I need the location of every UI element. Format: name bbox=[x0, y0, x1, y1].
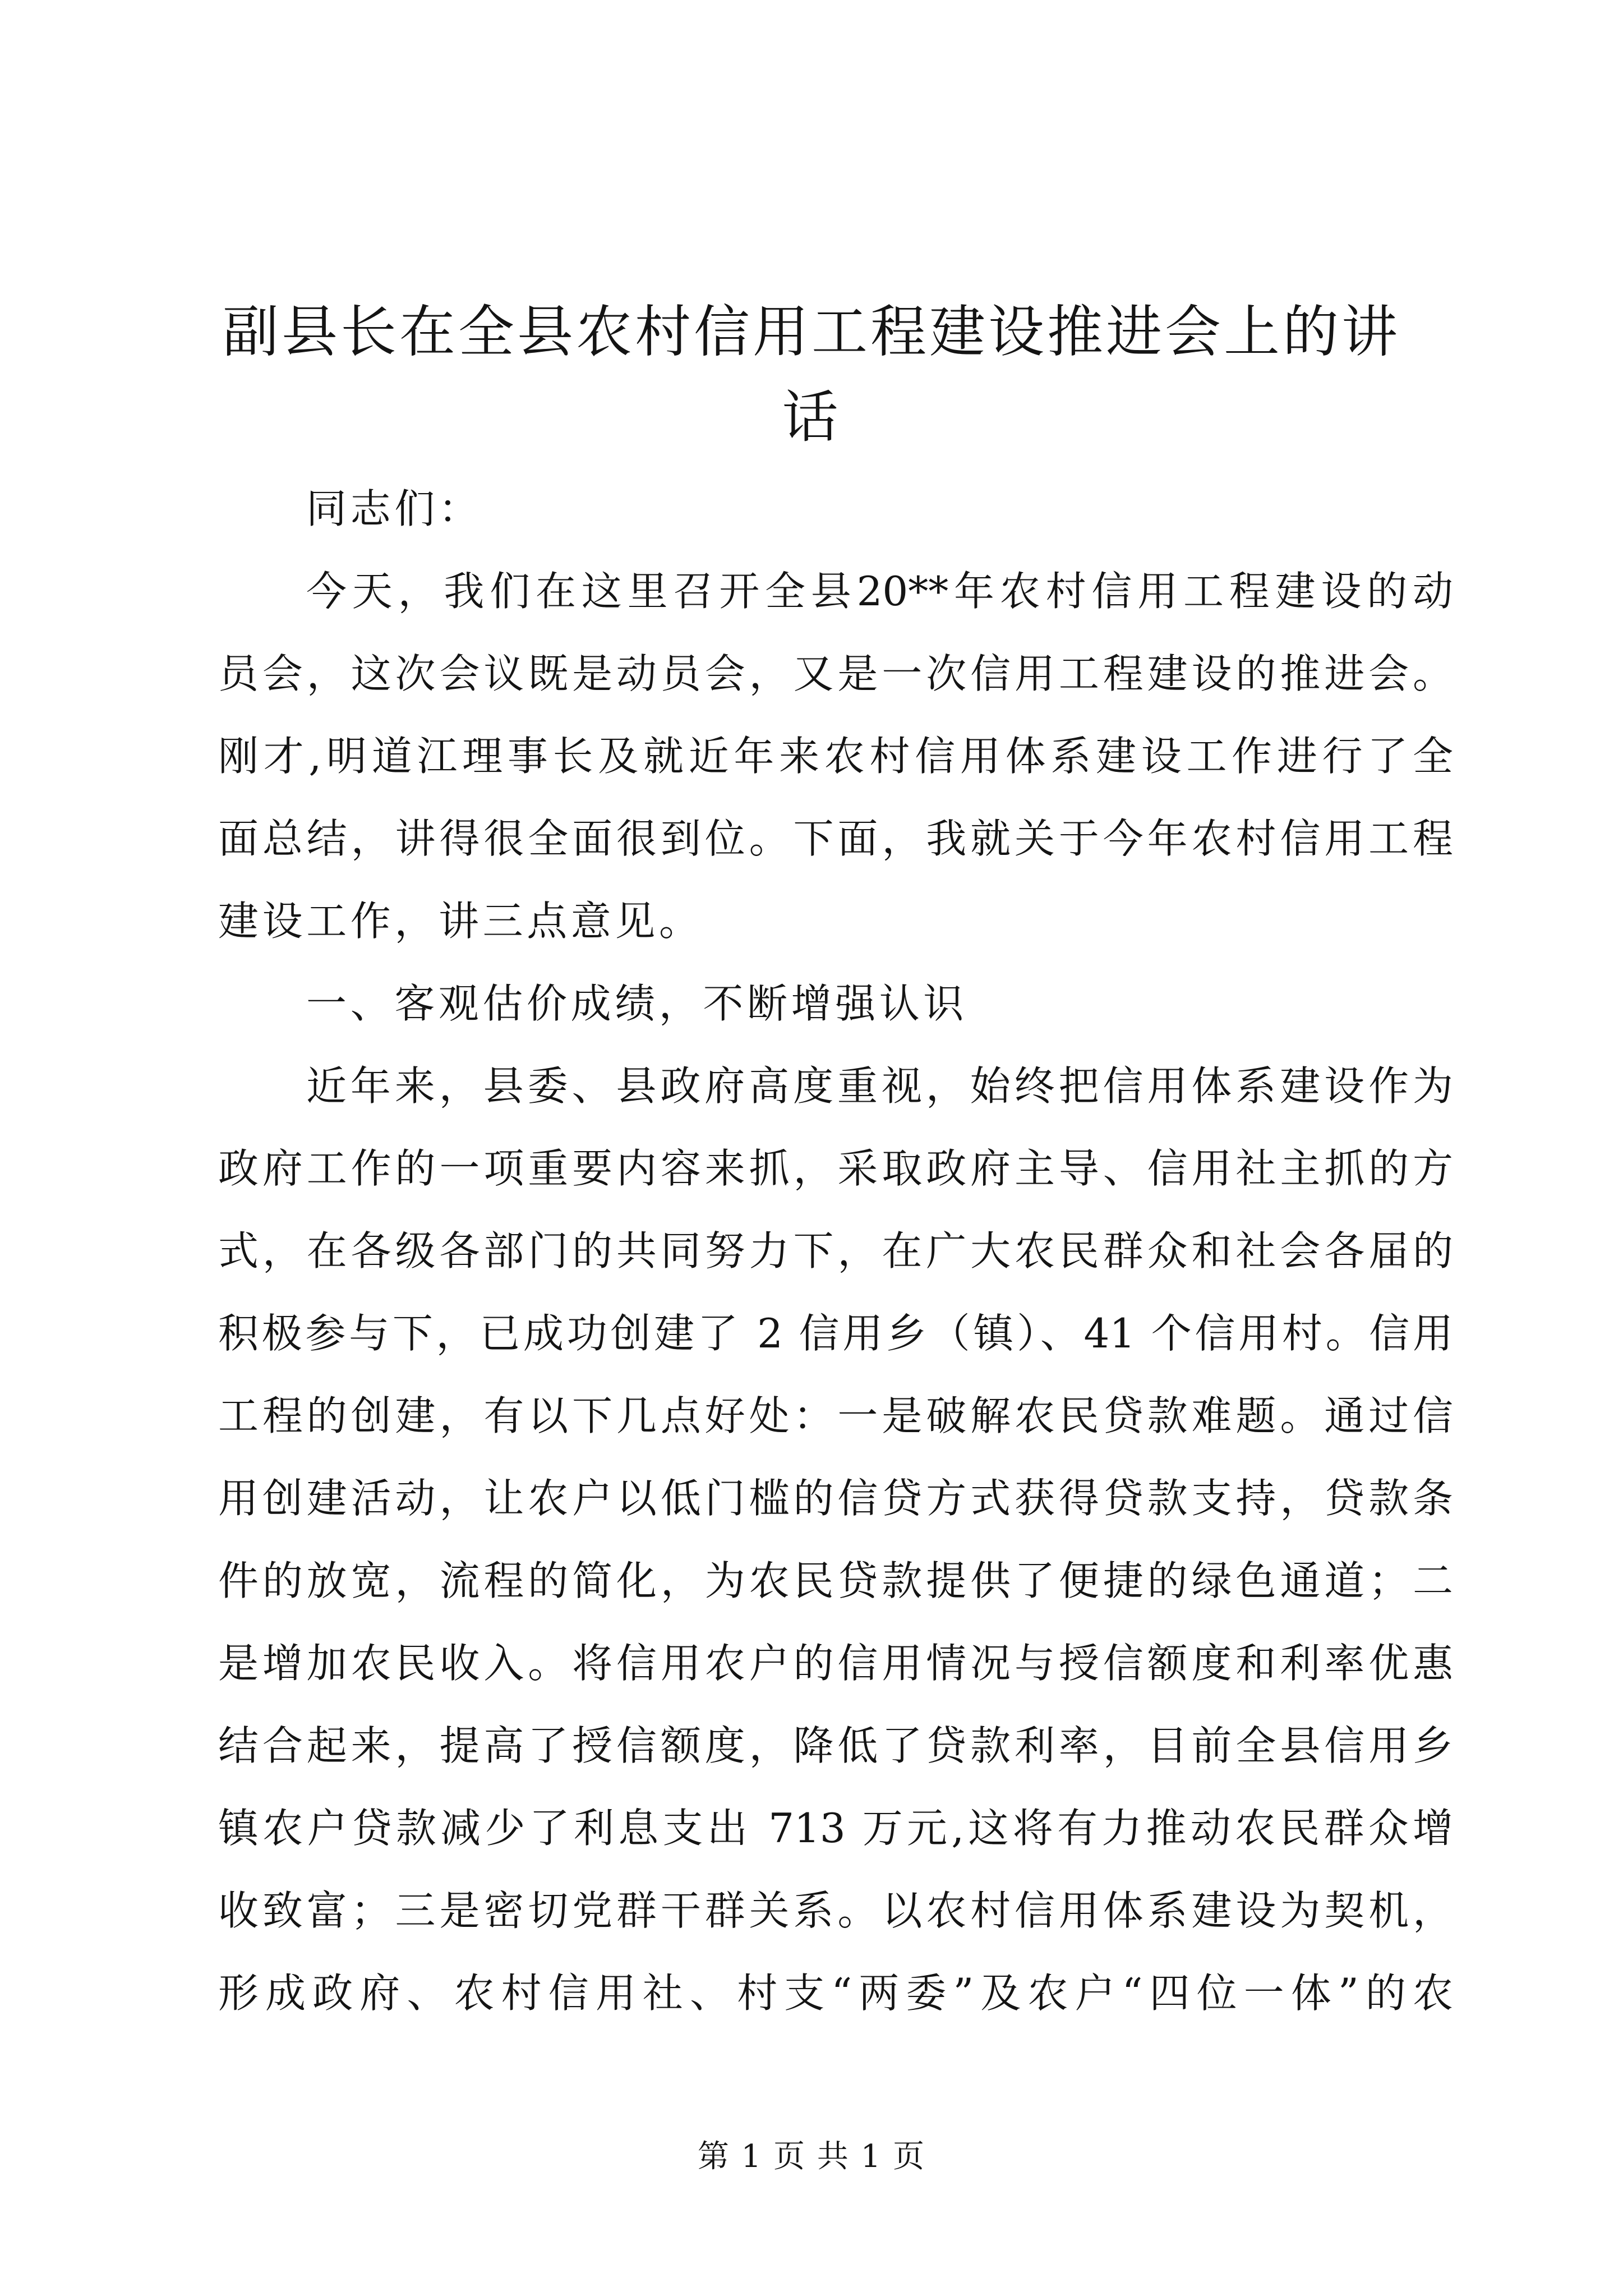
section-heading: 一、客观估价成绩，不断增强认识 bbox=[306, 980, 968, 1027]
paragraph-line: 近年来，县委、县政府高度重视，始终把信用体系建设作为 bbox=[306, 1062, 1453, 1110]
paragraph-line: 面总结，讲得很全面很到位。下面，我就关于今年农村信用工程 bbox=[218, 815, 1453, 862]
document-body bbox=[218, 468, 1453, 2035]
page-footer: 第 1 页 共 1 页 bbox=[697, 2138, 926, 2175]
paragraph-line: 用创建活动，让农户以低门槛的信贷方式获得贷款支持，贷款条 bbox=[218, 1475, 1453, 1522]
paragraph-line: 形成政府、农村信用社、村支“两委”及农户“四位一体”的农 bbox=[218, 1970, 1453, 2017]
salutation: 同志们： bbox=[306, 485, 483, 532]
paragraph-line: 刚才,明道江理事长及就近年来农村信用体系建设工作进行了全 bbox=[218, 733, 1453, 780]
intro-paragraph bbox=[218, 550, 1453, 963]
paragraph-line: 式，在各级各部门的共同努力下，在广大农民群众和社会各届的 bbox=[218, 1227, 1453, 1274]
section-paragraph bbox=[218, 1045, 1453, 2035]
paragraph-line: 件的放宽，流程的简化，为农民贷款提供了便捷的绿色通道；二 bbox=[218, 1557, 1453, 1604]
paragraph-line: 结合起来，提高了授信额度，降低了贷款利率，目前全县信用乡 bbox=[218, 1722, 1453, 1769]
title-line: 话 bbox=[782, 384, 841, 450]
paragraph-line: 今天，我们在这里召开全县20**年农村信用工程建设的动 bbox=[306, 568, 1453, 615]
paragraph-line: 工程的创建，有以下几点好处：一是破解农民贷款难题。通过信 bbox=[218, 1392, 1453, 1439]
title-line: 副县长在全县农村信用工程建设推进会上的讲 bbox=[223, 299, 1400, 365]
paragraph-line: 收致富；三是密切党群干群关系。以农村信用体系建设为契机， bbox=[218, 1887, 1453, 1934]
document-title bbox=[0, 289, 1623, 460]
paragraph-line: 政府工作的一项重要内容来抓，采取政府主导、信用社主抓的方 bbox=[218, 1145, 1453, 1192]
paragraph-line: 员会，这次会议既是动员会，又是一次信用工程建设的推进会。 bbox=[218, 650, 1453, 697]
paragraph-line: 建设工作，讲三点意见。 bbox=[218, 898, 703, 945]
paragraph-line: 是增加农民收入。将信用农户的信用情况与授信额度和利率优惠 bbox=[218, 1640, 1453, 1687]
paragraph-line: 积极参与下，已成功创建了 2 信用乡（镇）、41 个信用村。信用 bbox=[218, 1310, 1453, 1357]
paragraph-line: 镇农户贷款减少了利息支出 713 万元,这将有力推动农民群众增 bbox=[218, 1805, 1453, 1852]
